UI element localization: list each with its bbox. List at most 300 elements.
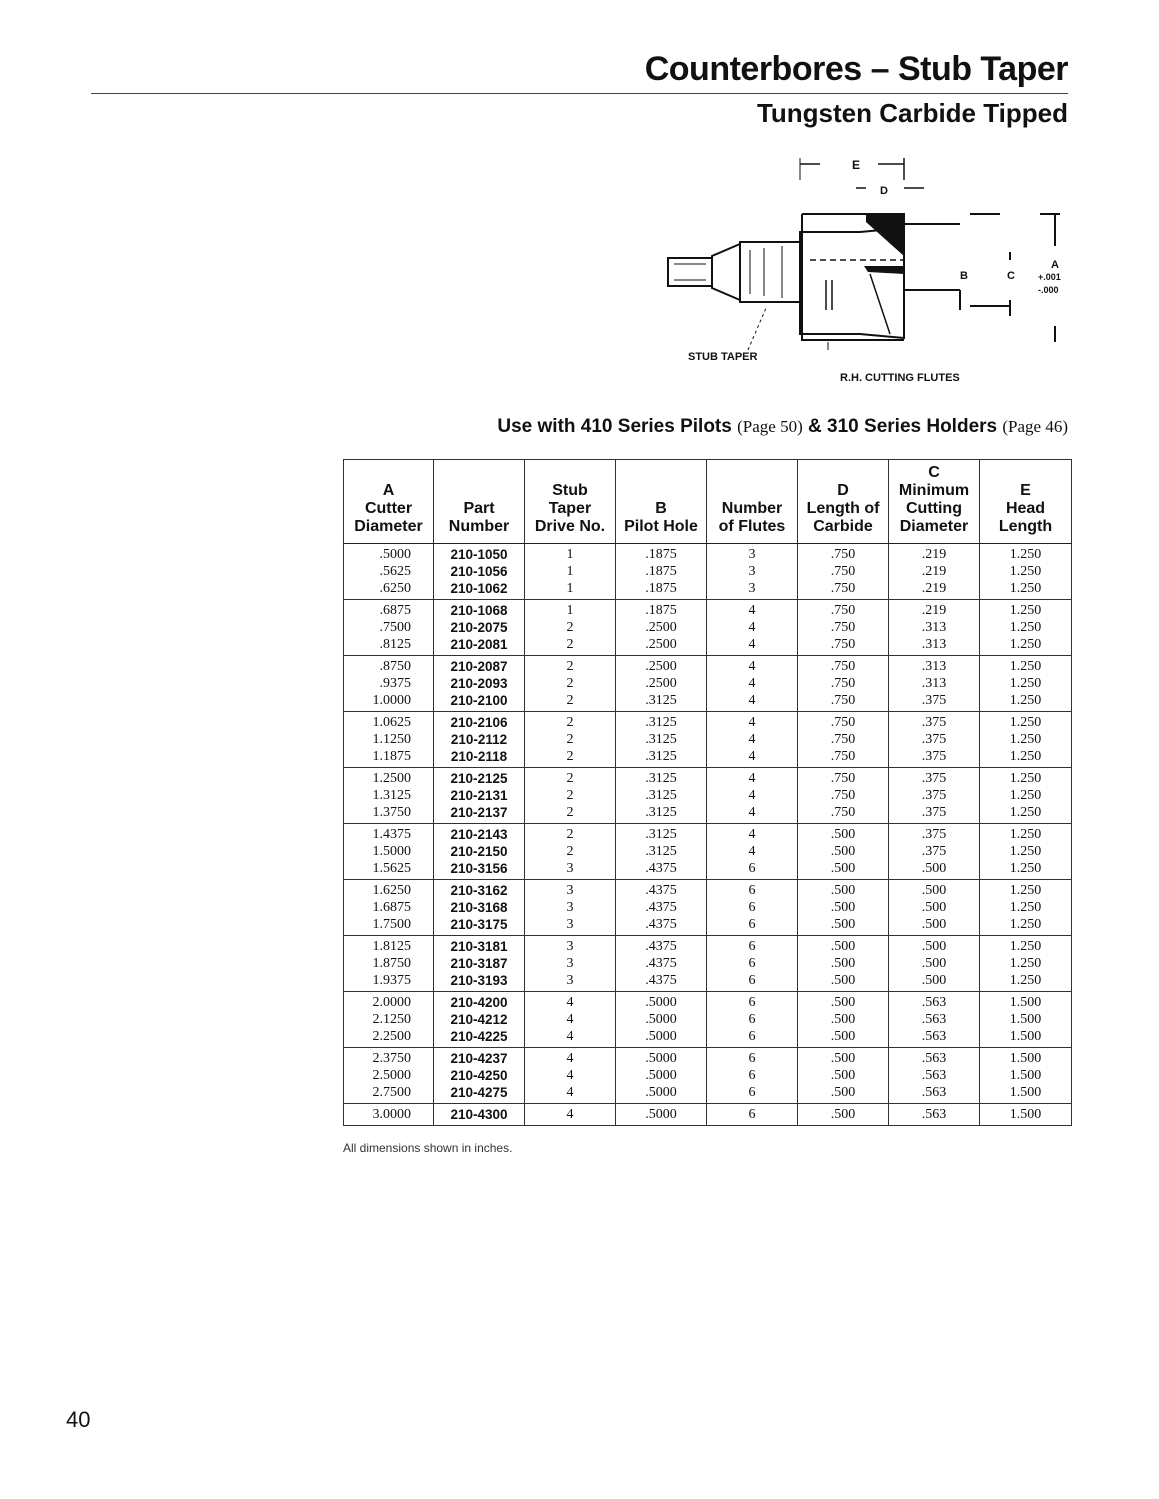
cell-pilot-hole: .5000 [616,1104,707,1126]
cell-stub-taper-drive: 2 [525,824,616,844]
cell-pilot-hole: .1875 [616,600,707,620]
cell-min-cutting-diameter: .563 [889,1028,980,1048]
cell-part-number: 210-2118 [434,748,525,768]
cell-head-length: 1.250 [980,824,1072,844]
cell-stub-taper-drive: 3 [525,936,616,956]
cell-carbide-length: .750 [798,580,889,600]
cell-pilot-hole: .3125 [616,731,707,748]
cell-stub-taper-drive: 3 [525,899,616,916]
cell-carbide-length: .500 [798,936,889,956]
table-row [344,636,1072,656]
cell-stub-taper-drive: 2 [525,692,616,712]
cell-pilot-hole: .4375 [616,860,707,880]
table-row [344,692,1072,712]
cell-stub-taper-drive: 2 [525,636,616,656]
table-row [344,600,1072,620]
cell-min-cutting-diameter: .563 [889,1104,980,1126]
cell-min-cutting-diameter: .500 [889,955,980,972]
cell-pilot-hole: .4375 [616,880,707,900]
cell-pilot-hole: .3125 [616,804,707,824]
cell-cutter-diameter: 1.0625 [344,712,434,732]
cell-carbide-length: .500 [798,992,889,1012]
cell-stub-taper-drive: 2 [525,748,616,768]
cell-carbide-length: .500 [798,1084,889,1104]
table-row [344,1067,1072,1084]
header-min-cutting-diameter: C Minimum Cutting Diameter [889,460,980,544]
header-pilot-hole: B Pilot Hole [616,460,707,544]
cell-carbide-length: .500 [798,1028,889,1048]
cell-part-number: 210-2081 [434,636,525,656]
cell-number-of-flutes: 4 [707,748,798,768]
cell-head-length: 1.250 [980,843,1072,860]
cell-part-number: 210-1056 [434,563,525,580]
cell-min-cutting-diameter: .500 [889,916,980,936]
diagram-label-b: B [960,270,968,282]
diagram-label-cutting-flutes: R.H. CUTTING FLUTES [840,372,960,384]
cell-head-length: 1.500 [980,992,1072,1012]
table-row [344,880,1072,900]
cell-part-number: 210-2125 [434,768,525,788]
cell-carbide-length: .500 [798,1011,889,1028]
cell-part-number: 210-1062 [434,580,525,600]
cell-min-cutting-diameter: .375 [889,843,980,860]
cell-carbide-length: .750 [798,731,889,748]
cell-min-cutting-diameter: .563 [889,1011,980,1028]
cell-carbide-length: .750 [798,804,889,824]
cell-head-length: 1.250 [980,600,1072,620]
cell-pilot-hole: .4375 [616,936,707,956]
cell-head-length: 1.250 [980,916,1072,936]
cell-number-of-flutes: 6 [707,955,798,972]
cell-number-of-flutes: 6 [707,880,798,900]
cell-cutter-diameter: .7500 [344,619,434,636]
cell-pilot-hole: .3125 [616,692,707,712]
cell-min-cutting-diameter: .313 [889,675,980,692]
cell-cutter-diameter: 1.5000 [344,843,434,860]
cell-part-number: 210-2150 [434,843,525,860]
cell-stub-taper-drive: 2 [525,787,616,804]
cell-part-number: 210-2075 [434,619,525,636]
cell-head-length: 1.250 [980,804,1072,824]
cell-stub-taper-drive: 2 [525,712,616,732]
cell-number-of-flutes: 3 [707,544,798,564]
cell-head-length: 1.250 [980,768,1072,788]
cell-cutter-diameter: 2.0000 [344,992,434,1012]
counterbore-spec-table [343,459,1072,1126]
cell-part-number: 210-3162 [434,880,525,900]
cell-cutter-diameter: 3.0000 [344,1104,434,1126]
cell-number-of-flutes: 4 [707,843,798,860]
cell-cutter-diameter: 1.1250 [344,731,434,748]
cell-number-of-flutes: 6 [707,860,798,880]
cell-carbide-length: .500 [798,1104,889,1126]
cell-min-cutting-diameter: .500 [889,880,980,900]
cell-min-cutting-diameter: .375 [889,692,980,712]
cell-head-length: 1.250 [980,619,1072,636]
cell-carbide-length: .500 [798,972,889,992]
table-row [344,899,1072,916]
cell-carbide-length: .500 [798,824,889,844]
cell-head-length: 1.250 [980,544,1072,564]
cell-part-number: 210-2106 [434,712,525,732]
cell-carbide-length: .750 [798,563,889,580]
cell-number-of-flutes: 4 [707,712,798,732]
cell-cutter-diameter: .8125 [344,636,434,656]
cell-carbide-length: .500 [798,860,889,880]
cell-pilot-hole: .1875 [616,544,707,564]
cell-part-number: 210-3181 [434,936,525,956]
ampersand: & [808,416,822,437]
table-body [344,544,1072,1126]
cell-stub-taper-drive: 3 [525,916,616,936]
table-row [344,843,1072,860]
diagram-label-e: E [852,158,861,172]
cell-pilot-hole: .5000 [616,1067,707,1084]
cell-number-of-flutes: 4 [707,787,798,804]
diagram-label-a: A [1051,259,1059,271]
cell-stub-taper-drive: 4 [525,1028,616,1048]
table-row [344,748,1072,768]
compatibility-note [497,416,1068,438]
cell-head-length: 1.250 [980,731,1072,748]
cell-stub-taper-drive: 2 [525,804,616,824]
cell-pilot-hole: .4375 [616,899,707,916]
cell-pilot-hole: .4375 [616,955,707,972]
cell-pilot-hole: .3125 [616,712,707,732]
cell-part-number: 210-4250 [434,1067,525,1084]
cell-number-of-flutes: 4 [707,675,798,692]
cell-stub-taper-drive: 3 [525,972,616,992]
cell-cutter-diameter: .5000 [344,544,434,564]
diagram-tolerance-plus: +.001 [1038,272,1061,282]
cell-head-length: 1.250 [980,899,1072,916]
cell-head-length: 1.250 [980,880,1072,900]
header-number-of-flutes: Number of Flutes [707,460,798,544]
table-row [344,675,1072,692]
cell-number-of-flutes: 4 [707,692,798,712]
cell-stub-taper-drive: 4 [525,1011,616,1028]
cell-cutter-diameter: 1.1875 [344,748,434,768]
table-row [344,731,1072,748]
cell-part-number: 210-2131 [434,787,525,804]
cell-stub-taper-drive: 2 [525,656,616,676]
cell-carbide-length: .750 [798,619,889,636]
cell-number-of-flutes: 6 [707,936,798,956]
cell-cutter-diameter: 1.2500 [344,768,434,788]
cell-stub-taper-drive: 4 [525,1048,616,1068]
cell-part-number: 210-4200 [434,992,525,1012]
cell-min-cutting-diameter: .375 [889,748,980,768]
table-row [344,916,1072,936]
cell-part-number: 210-2100 [434,692,525,712]
holders-series-text: 310 Series Holders [827,416,998,437]
cell-carbide-length: .750 [798,675,889,692]
cell-cutter-diameter: .6875 [344,600,434,620]
cell-number-of-flutes: 4 [707,731,798,748]
cell-number-of-flutes: 6 [707,1048,798,1068]
cell-part-number: 210-2087 [434,656,525,676]
table-row [344,1028,1072,1048]
cell-head-length: 1.250 [980,860,1072,880]
header-carbide-length: D Length of Carbide [798,460,889,544]
cell-cutter-diameter: 1.8125 [344,936,434,956]
cell-number-of-flutes: 4 [707,804,798,824]
cell-pilot-hole: .4375 [616,972,707,992]
cell-part-number: 210-2093 [434,675,525,692]
cell-stub-taper-drive: 2 [525,731,616,748]
cell-stub-taper-drive: 3 [525,860,616,880]
table-row [344,860,1072,880]
cell-carbide-length: .500 [798,1067,889,1084]
cell-pilot-hole: .5000 [616,1028,707,1048]
cell-stub-taper-drive: 4 [525,1104,616,1126]
cell-stub-taper-drive: 3 [525,955,616,972]
cell-cutter-diameter: 1.5625 [344,860,434,880]
cell-part-number: 210-3168 [434,899,525,916]
cell-carbide-length: .500 [798,899,889,916]
table-row [344,955,1072,972]
cell-part-number: 210-3156 [434,860,525,880]
cell-number-of-flutes: 4 [707,600,798,620]
cell-number-of-flutes: 6 [707,916,798,936]
cell-pilot-hole: .2500 [616,619,707,636]
cell-min-cutting-diameter: .375 [889,824,980,844]
cell-carbide-length: .750 [798,712,889,732]
cell-cutter-diameter: .9375 [344,675,434,692]
cell-cutter-diameter: 1.3125 [344,787,434,804]
cell-min-cutting-diameter: .500 [889,899,980,916]
cell-carbide-length: .750 [798,636,889,656]
cell-head-length: 1.250 [980,580,1072,600]
cell-head-length: 1.250 [980,563,1072,580]
cell-part-number: 210-4225 [434,1028,525,1048]
cell-pilot-hole: .1875 [616,563,707,580]
cell-min-cutting-diameter: .375 [889,731,980,748]
cell-number-of-flutes: 3 [707,563,798,580]
cell-head-length: 1.500 [980,1028,1072,1048]
cell-cutter-diameter: 1.8750 [344,955,434,972]
page-subtitle: Tungsten Carbide Tipped [756,98,1068,128]
cell-number-of-flutes: 6 [707,1028,798,1048]
cell-head-length: 1.250 [980,748,1072,768]
cell-min-cutting-diameter: .375 [889,804,980,824]
cell-stub-taper-drive: 1 [525,544,616,564]
cell-cutter-diameter: 1.9375 [344,972,434,992]
table-row [344,972,1072,992]
cell-carbide-length: .750 [798,600,889,620]
cell-part-number: 210-1050 [434,544,525,564]
table-row [344,1084,1072,1104]
table-row [344,1104,1072,1126]
table-header-row [344,460,1072,544]
cell-number-of-flutes: 6 [707,899,798,916]
diagram-label-d: D [880,185,888,197]
table-row [344,1048,1072,1068]
cell-cutter-diameter: 1.4375 [344,824,434,844]
cell-min-cutting-diameter: .313 [889,619,980,636]
cell-pilot-hole: .5000 [616,1011,707,1028]
diagram-label-c: C [1007,270,1015,282]
header-stub-taper-drive: Stub Taper Drive No. [525,460,616,544]
diagram-label-stub-taper: STUB TAPER [688,351,758,363]
cell-carbide-length: .750 [798,768,889,788]
title-divider [91,93,1068,94]
cell-pilot-hole: .1875 [616,580,707,600]
header-part-number: Part Number [434,460,525,544]
cell-part-number: 210-1068 [434,600,525,620]
cell-stub-taper-drive: 2 [525,675,616,692]
cell-cutter-diameter: 1.6250 [344,880,434,900]
cell-number-of-flutes: 4 [707,656,798,676]
cell-cutter-diameter: 2.7500 [344,1084,434,1104]
cell-number-of-flutes: 6 [707,1067,798,1084]
cell-head-length: 1.250 [980,636,1072,656]
cell-carbide-length: .500 [798,1048,889,1068]
cell-stub-taper-drive: 4 [525,992,616,1012]
cell-number-of-flutes: 6 [707,1011,798,1028]
cell-part-number: 210-4237 [434,1048,525,1068]
cell-stub-taper-drive: 4 [525,1084,616,1104]
cell-head-length: 1.500 [980,1011,1072,1028]
cell-pilot-hole: .5000 [616,1084,707,1104]
cell-part-number: 210-3175 [434,916,525,936]
header-head-length: E Head Length [980,460,1072,544]
cell-min-cutting-diameter: .219 [889,544,980,564]
cell-part-number: 210-4275 [434,1084,525,1104]
cell-head-length: 1.250 [980,656,1072,676]
cell-head-length: 1.500 [980,1048,1072,1068]
cell-min-cutting-diameter: .375 [889,787,980,804]
counterbore-diagram [660,150,1080,390]
cell-min-cutting-diameter: .313 [889,636,980,656]
cell-number-of-flutes: 6 [707,992,798,1012]
cell-stub-taper-drive: 1 [525,580,616,600]
cell-head-length: 1.250 [980,787,1072,804]
cell-part-number: 210-2112 [434,731,525,748]
cell-number-of-flutes: 4 [707,619,798,636]
cell-head-length: 1.500 [980,1104,1072,1126]
cell-pilot-hole: .3125 [616,748,707,768]
cell-cutter-diameter: 1.0000 [344,692,434,712]
cell-part-number: 210-2143 [434,824,525,844]
cell-min-cutting-diameter: .563 [889,1084,980,1104]
cell-min-cutting-diameter: .500 [889,972,980,992]
cell-carbide-length: .500 [798,916,889,936]
cell-cutter-diameter: 2.1250 [344,1011,434,1028]
cell-head-length: 1.500 [980,1084,1072,1104]
cell-head-length: 1.500 [980,1067,1072,1084]
cell-min-cutting-diameter: .313 [889,656,980,676]
cell-head-length: 1.250 [980,692,1072,712]
cell-head-length: 1.250 [980,936,1072,956]
cell-stub-taper-drive: 1 [525,563,616,580]
cell-cutter-diameter: 2.3750 [344,1048,434,1068]
cell-part-number: 210-3187 [434,955,525,972]
table-row [344,1011,1072,1028]
diagram-tolerance-minus: -.000 [1038,285,1059,295]
cell-min-cutting-diameter: .375 [889,768,980,788]
cell-number-of-flutes: 3 [707,580,798,600]
table-row [344,712,1072,732]
cell-pilot-hole: .5000 [616,992,707,1012]
cell-stub-taper-drive: 1 [525,600,616,620]
cell-number-of-flutes: 4 [707,824,798,844]
table-row [344,619,1072,636]
table-row [344,804,1072,824]
cell-carbide-length: .500 [798,955,889,972]
page-number: 40 [66,1407,91,1432]
cell-part-number: 210-2137 [434,804,525,824]
cell-cutter-diameter: 1.3750 [344,804,434,824]
table-row [344,656,1072,676]
cell-min-cutting-diameter: .219 [889,563,980,580]
holders-page-ref: (Page 46) [1002,417,1068,436]
cell-min-cutting-diameter: .500 [889,936,980,956]
table-row [344,580,1072,600]
cell-pilot-hole: .3125 [616,787,707,804]
cell-carbide-length: .500 [798,843,889,860]
cell-pilot-hole: .3125 [616,824,707,844]
cell-head-length: 1.250 [980,955,1072,972]
cell-cutter-diameter: 1.6875 [344,899,434,916]
cell-min-cutting-diameter: .375 [889,712,980,732]
cell-stub-taper-drive: 2 [525,843,616,860]
pilots-page-ref: (Page 50) [737,417,803,436]
cell-min-cutting-diameter: .219 [889,580,980,600]
cell-head-length: 1.250 [980,972,1072,992]
cell-carbide-length: .750 [798,787,889,804]
cell-min-cutting-diameter: .500 [889,860,980,880]
cell-head-length: 1.250 [980,712,1072,732]
cell-stub-taper-drive: 2 [525,768,616,788]
cell-stub-taper-drive: 2 [525,619,616,636]
table-row [344,544,1072,564]
cell-carbide-length: .750 [798,748,889,768]
cell-stub-taper-drive: 3 [525,880,616,900]
cell-part-number: 210-3193 [434,972,525,992]
cell-cutter-diameter: 1.7500 [344,916,434,936]
units-footnote: All dimensions shown in inches. [343,1141,513,1155]
cell-min-cutting-diameter: .563 [889,992,980,1012]
table-row [344,563,1072,580]
cell-pilot-hole: .2500 [616,675,707,692]
table-row [344,824,1072,844]
cell-cutter-diameter: .5625 [344,563,434,580]
cell-number-of-flutes: 4 [707,768,798,788]
cell-min-cutting-diameter: .563 [889,1048,980,1068]
table-row [344,768,1072,788]
pilots-series-text: Use with 410 Series Pilots [497,416,732,437]
cell-carbide-length: .750 [798,692,889,712]
cell-pilot-hole: .2500 [616,636,707,656]
cell-part-number: 210-4212 [434,1011,525,1028]
cell-pilot-hole: .3125 [616,843,707,860]
table-row [344,936,1072,956]
cell-number-of-flutes: 6 [707,972,798,992]
cell-number-of-flutes: 4 [707,636,798,656]
cell-carbide-length: .500 [798,880,889,900]
cell-pilot-hole: .2500 [616,656,707,676]
cell-min-cutting-diameter: .563 [889,1067,980,1084]
cell-cutter-diameter: 2.2500 [344,1028,434,1048]
cell-carbide-length: .750 [798,656,889,676]
cell-head-length: 1.250 [980,675,1072,692]
table-row [344,787,1072,804]
cell-pilot-hole: .5000 [616,1048,707,1068]
table-row [344,992,1072,1012]
cell-cutter-diameter: .6250 [344,580,434,600]
page-title: Counterbores – Stub Taper [644,50,1068,88]
